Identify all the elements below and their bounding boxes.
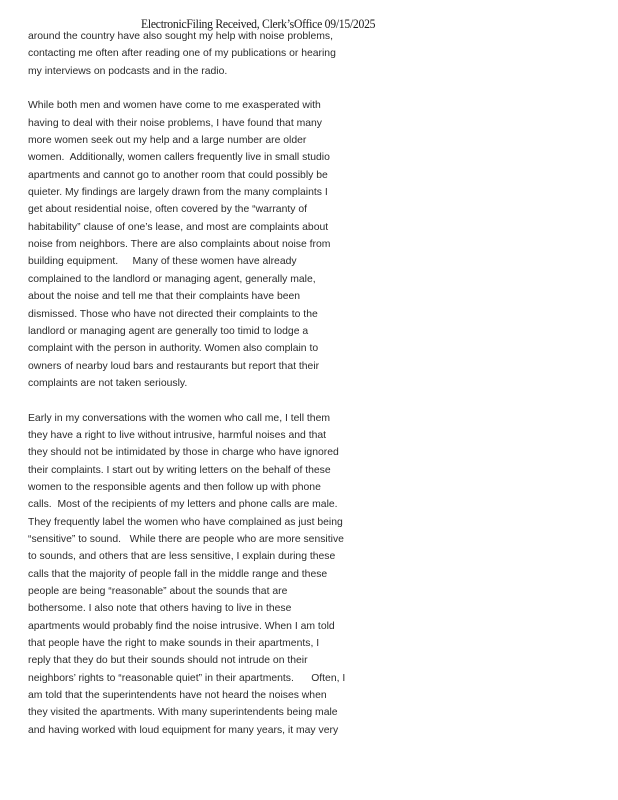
text-line: dismissed. Those who have not directed their complaints to the [28, 308, 318, 320]
text-line: more women seek out my help and a large number are older [28, 135, 307, 147]
text-line: their complaints. I start out by writing letters on the behalf of these [28, 464, 331, 476]
paragraph [28, 410, 368, 740]
text-line: habitability” clause of one’s lease, and most are complaints about [28, 221, 329, 233]
text-line: calls that the majority of people fall in the middle range and these [28, 568, 328, 580]
text-line: people are being “reasonable” about the sounds that are [28, 586, 288, 597]
text-line: complaints are not taken seriously. [28, 377, 188, 389]
text-line: calls. Most of the recipients of my letters and phone calls are male. [28, 499, 338, 511]
text-line: noise from neighbors. There are also complaints about noise from [28, 239, 331, 251]
text-line: complained to the landlord or managing agent, generally male, [28, 273, 316, 285]
text-line: get about residential noise, often covered by the “warranty of [28, 204, 307, 216]
text-line: owners of nearby loud bars and restaurants but report that their [28, 360, 320, 372]
text-line: “sensitive” to sound. While there are people who are more sensitive [28, 533, 344, 545]
paragraph [28, 28, 368, 80]
text-line: quieter. My findings are largely drawn from the many complaints I [28, 187, 328, 199]
text-line: having to deal with their noise problems, I have found that many [28, 117, 322, 129]
document-body [28, 28, 368, 756]
text-line: reply that they do but their sounds should not intrude on their [28, 655, 308, 667]
text-line: bothersome. I also note that others having to live in these [28, 603, 292, 615]
text-line: am told that the superintendents have not heard the noises when [28, 690, 327, 702]
text-line: they have a right to live without intrusive, harmful noises and that [28, 429, 327, 441]
text-line: Early in my conversations with the women who call me, I tell them [28, 412, 331, 424]
text-line: they visited the apartments. With many superintendents being male [28, 707, 338, 719]
text-line: contacting me often after reading one of my publications or hearing [28, 48, 336, 60]
text-line: While both men and women have come to me exasperated with [28, 100, 321, 112]
text-line: They frequently label the women who have complained as just being [28, 516, 343, 528]
text-line: around the country have also sought my help with noise problems, [28, 31, 333, 42]
paragraph [28, 97, 368, 392]
text-line: that people have the right to make sounds in their apartments, I [28, 638, 320, 650]
text-line: they should not be intimidated by those in charge who have ignored [28, 447, 339, 459]
text-line: complaint with the person in authority. Women also complain to [28, 343, 319, 355]
text-line: apartments and cannot go to another room that could possibly be [28, 169, 328, 181]
text-line: apartments would probably find the noise intrusive. When I am told [28, 620, 335, 632]
text-line: neighbors’ rights to “reasonable quiet” in their apartments. Often, I [28, 672, 346, 684]
text-line: to sounds, and others that are less sensitive, I explain during these [28, 551, 336, 563]
text-line: women. Additionally, women callers frequently live in small studio [28, 152, 330, 164]
text-line: and having worked with loud equipment for many years, it may very [28, 724, 339, 736]
text-line: about the noise and tell me that their complaints have been [28, 291, 301, 303]
text-line: building equipment. Many of these women have already [28, 256, 297, 268]
text-line: landlord or managing agent are generally too timid to lodge a [28, 325, 309, 337]
text-line: my interviews on podcasts and in the radio. [28, 65, 228, 77]
text-line: women to the responsible agents and then follow up with phone [28, 481, 321, 493]
filing-stamp: ElectronicFiling Received, Clerk’sOffice 09/15/2025 [141, 16, 376, 31]
